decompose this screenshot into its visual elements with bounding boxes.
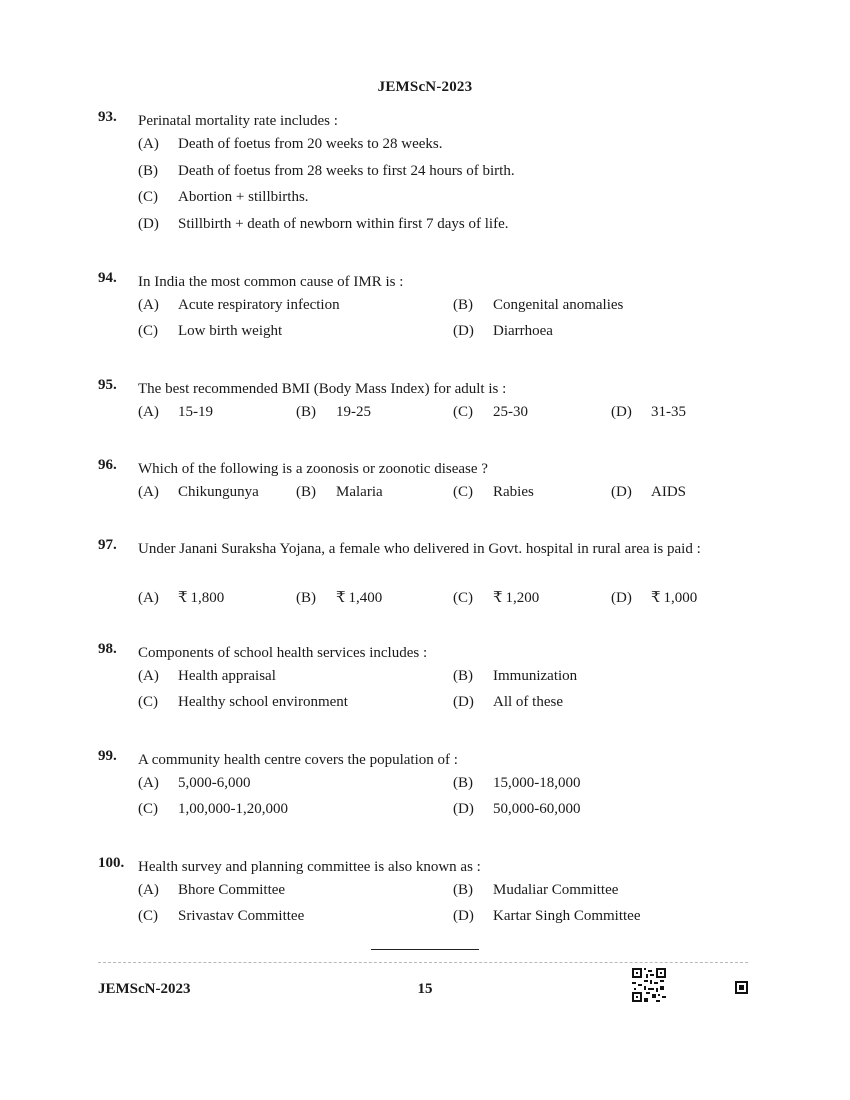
option-text: AIDS [651,484,687,500]
option-text: 1,200 [505,590,540,606]
option-text: Death of foetus from 28 weeks to first 24 hours of birth. [178,163,515,179]
option-label: (A) [138,668,159,684]
option-label: (D) [453,694,474,710]
option-text: Death of foetus from 20 weeks to 28 weeks. [178,136,443,152]
option-text: 1,800 [190,590,225,606]
question-number: 95. [98,377,117,393]
option-c[interactable] [453,588,539,607]
option-c[interactable] [138,908,304,925]
option-c[interactable] [138,323,282,340]
option-label: (B) [453,882,473,898]
option-b[interactable] [453,882,618,899]
end-divider [371,949,479,950]
option-label: (B) [296,590,316,606]
option-label: (B) [453,775,473,791]
option-b[interactable] [453,775,581,792]
option-label: (D) [611,590,632,606]
option-b[interactable] [296,588,382,607]
option-label: (B) [138,163,158,179]
option-b[interactable] [453,297,623,314]
option-d[interactable] [453,323,553,340]
option-c[interactable] [138,694,348,711]
option-text: 31-35 [651,404,686,420]
question-number: 93. [98,109,117,125]
question-number: 98. [98,641,117,657]
option-d[interactable] [611,588,697,607]
page-header-title: JEMScN-2023 [377,79,473,95]
option-label: (C) [453,484,473,500]
option-d[interactable] [453,801,581,818]
footer-code: JEMScN-2023 [98,981,191,997]
option-text: 1,400 [348,590,383,606]
option-label: (A) [138,297,159,313]
option-text: Chikungunya [178,484,259,500]
option-a[interactable] [138,404,213,421]
option-a[interactable] [138,588,224,607]
option-label: (B) [296,404,316,420]
question-number: 99. [98,748,117,764]
option-d[interactable] [611,484,686,501]
option-text: Acute respiratory infection [178,297,340,313]
option-d[interactable] [611,404,686,421]
rupee-icon: ₹ [178,590,188,606]
option-a[interactable] [138,668,276,685]
question-text: Perinatal mortality rate includes : [138,113,338,129]
option-c[interactable] [453,484,534,501]
option-text: Immunization [493,668,578,684]
option-text: Health appraisal [178,668,276,684]
option-text: Kartar Singh Committee [493,908,641,924]
option-a[interactable] [138,297,340,314]
question-text: Components of school health services includes : [138,645,428,661]
option-c[interactable] [453,404,528,421]
option-text: Srivastav Committee [178,908,305,924]
option-a[interactable] [138,882,285,899]
option-text: Healthy school environment [178,694,348,710]
option-label: (A) [138,136,159,152]
registration-mark-icon [735,981,748,994]
option-b[interactable] [296,484,383,501]
option-d[interactable] [453,694,563,711]
page-number: 15 [417,981,433,997]
rupee-icon: ₹ [493,590,503,606]
question-number: 100. [98,855,125,871]
option-label: (D) [453,801,474,817]
option-label: (D) [138,216,159,232]
option-a[interactable] [138,136,443,153]
scan-noise-line [98,962,748,966]
option-text: 50,000-60,000 [493,801,581,817]
option-text: All of these [493,694,563,710]
rupee-icon: ₹ [651,590,661,606]
question-text: Which of the following is a zoonosis or zoonotic disease ? [138,461,488,477]
option-label: (A) [138,882,159,898]
option-text: 1,00,000-1,20,000 [178,801,288,817]
question-text: Health survey and planning committee is also known as : [138,859,481,875]
option-a[interactable] [138,484,259,501]
rupee-icon: ₹ [336,590,346,606]
option-label: (C) [453,404,473,420]
option-text: Rabies [493,484,534,500]
option-label: (D) [453,908,474,924]
option-label: (B) [453,668,473,684]
question-text: In India the most common cause of IMR is : [138,274,404,290]
option-text: Mudaliar Committee [493,882,619,898]
question-number: 97. [98,537,117,553]
option-d[interactable] [453,908,640,925]
option-text: 19-25 [336,404,371,420]
option-text: Low birth weight [178,323,283,339]
option-text: Congenital anomalies [493,297,624,313]
option-label: (C) [453,590,473,606]
option-a[interactable] [138,775,251,792]
option-label: (C) [138,801,158,817]
option-text: Abortion + stillbirths. [178,189,309,205]
option-label: (D) [611,484,632,500]
option-b[interactable] [296,404,371,421]
option-label: (A) [138,404,159,420]
option-c[interactable] [138,801,288,818]
qr-code-icon [632,968,666,1002]
option-label: (C) [138,908,158,924]
option-text: Malaria [336,484,383,500]
question-text: The best recommended BMI (Body Mass Index) for adult is : [138,381,507,397]
question-number: 94. [98,270,117,286]
question-number: 96. [98,457,117,473]
option-label: (A) [138,590,159,606]
option-d[interactable] [138,216,509,233]
option-label: (C) [138,694,158,710]
option-label: (C) [138,189,158,205]
option-text: 1,000 [663,590,698,606]
option-label: (C) [138,323,158,339]
option-b[interactable] [453,668,577,685]
option-label: (D) [453,323,474,339]
option-label: (A) [138,775,159,791]
option-label: (B) [453,297,473,313]
option-c[interactable] [138,189,309,206]
option-text: Diarrhoea [493,323,553,339]
option-text: 25-30 [493,404,528,420]
question-text: Under Janani Suraksha Yojana, a female who delivered in Govt. hospital in rural area is paid : [138,541,701,557]
option-text: Bhore Committee [178,882,286,898]
option-label: (B) [296,484,316,500]
option-text: 15,000-18,000 [493,775,581,791]
option-text: 5,000-6,000 [178,775,251,791]
option-label: (D) [611,404,632,420]
option-label: (A) [138,484,159,500]
question-text: A community health centre covers the population of : [138,752,458,768]
option-b[interactable] [138,163,515,180]
option-text: 15-19 [178,404,213,420]
option-text: Stillbirth + death of newborn within first 7 days of life. [178,216,509,232]
